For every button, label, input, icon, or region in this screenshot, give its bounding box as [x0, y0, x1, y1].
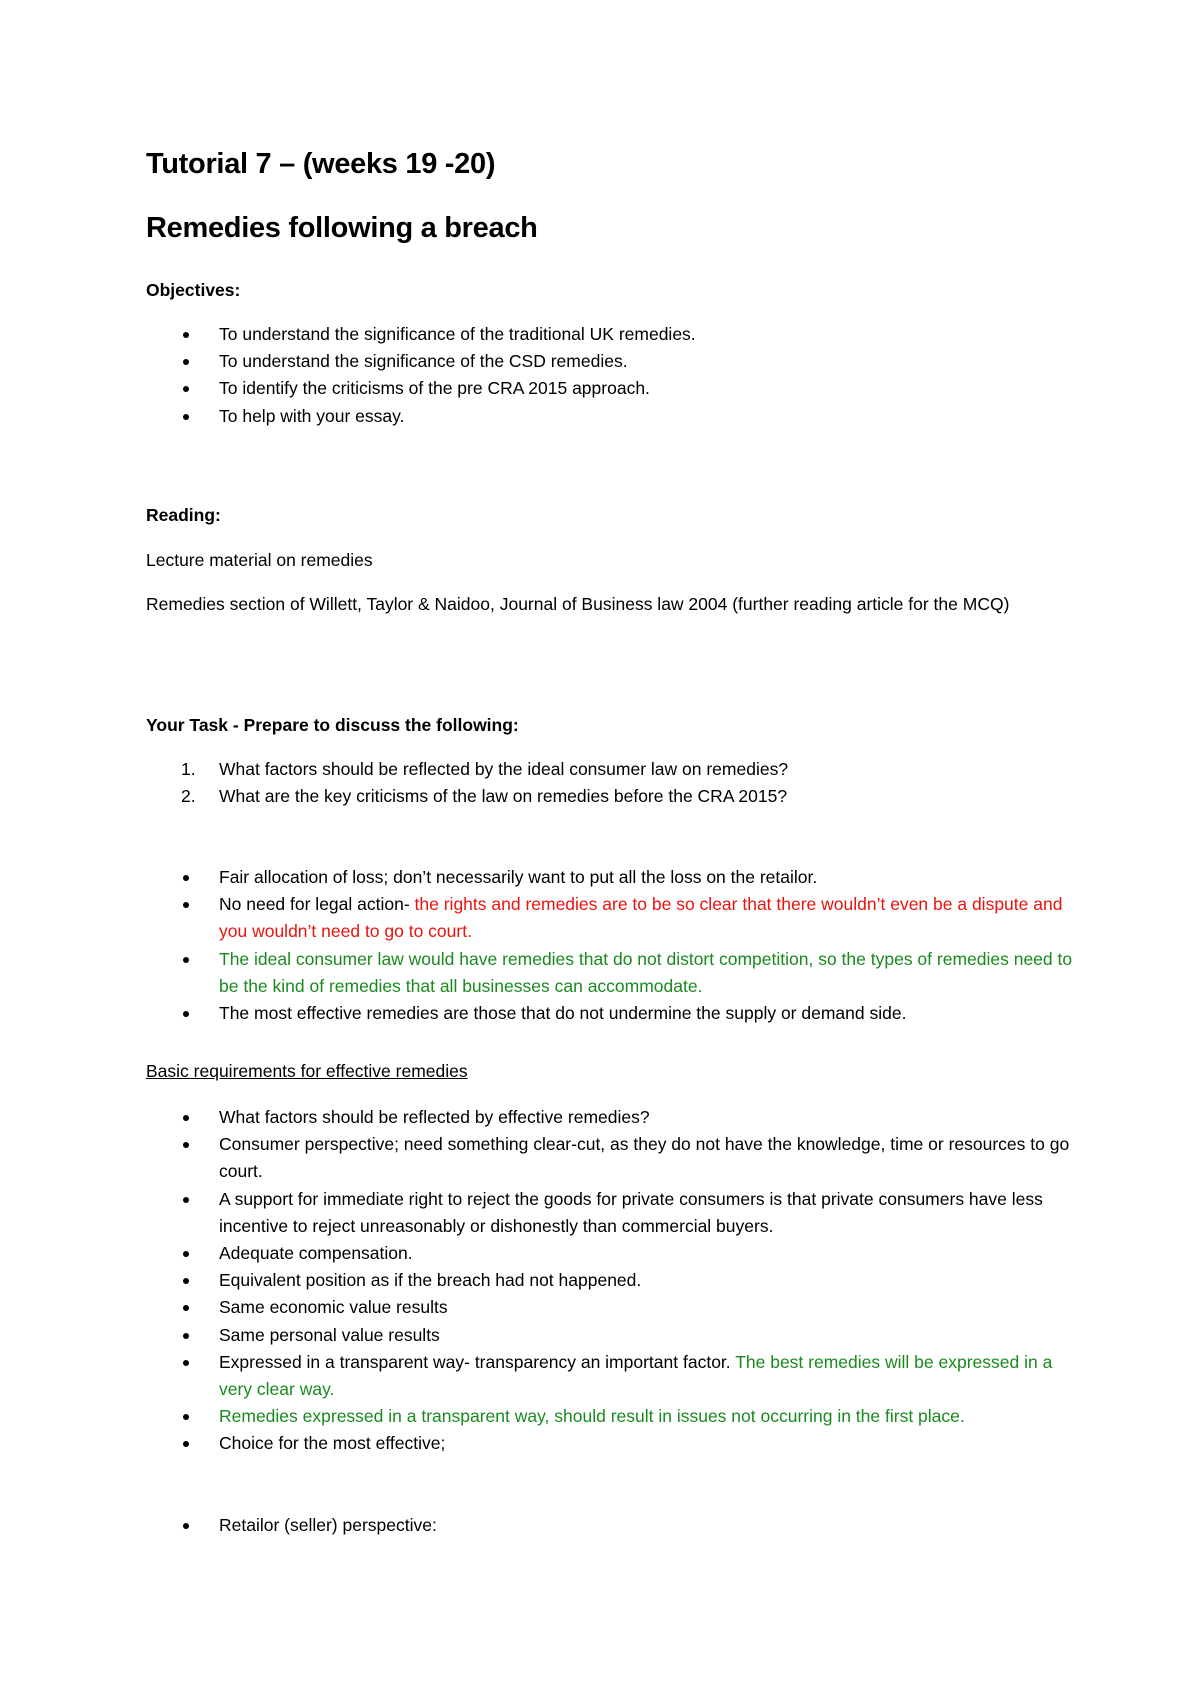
list-item: Adequate compensation. — [146, 1240, 1076, 1267]
bullet-icon — [183, 1251, 189, 1257]
list-item: Equivalent position as if the breach had not happened. — [146, 1267, 1076, 1294]
list-item: The ideal consumer law would have remedies that do not distort competition, so the types of remedies need to be the kind of remedies that all businesses can accommodate. — [146, 946, 1076, 1000]
bullet-icon — [183, 1142, 189, 1148]
bullet-icon — [183, 902, 189, 908]
list-item: Choice for the most effective; — [146, 1430, 1076, 1457]
list-item: 1. What factors should be reflected by the ideal consumer law on remedies? — [181, 759, 789, 779]
basic-requirements-heading: Basic requirements for effective remedies — [146, 1061, 468, 1081]
list-item: To help with your essay. — [146, 403, 1076, 430]
reading-line-1: Lecture material on remedies — [146, 550, 373, 570]
basic-requirements-list — [146, 1104, 1076, 1458]
bullet-icon — [183, 875, 189, 881]
page-title: Tutorial 7 – (weeks 19 -20) — [146, 148, 496, 180]
bullet-icon — [183, 359, 189, 365]
bullet-icon — [183, 957, 189, 963]
retailor-list — [146, 1512, 1076, 1539]
reading-line-2: Remedies section of Willett, Taylor & Naidoo, Journal of Business law 2004 (further reading article for the MCQ) — [146, 594, 1010, 614]
bullet-icon — [183, 414, 189, 420]
list-item: Retailor (seller) perspective: — [146, 1512, 1076, 1539]
bullet-icon — [183, 1278, 189, 1284]
objectives-list — [146, 321, 1076, 430]
list-item: To understand the significance of the CSD remedies. — [146, 348, 1076, 375]
bullet-icon — [183, 1414, 189, 1420]
bullet-icon — [183, 1441, 189, 1447]
bullet-icon — [183, 1523, 189, 1529]
bullet-icon — [183, 1333, 189, 1339]
task-label: Your Task - Prepare to discuss the following: — [146, 715, 519, 735]
list-item: Remedies expressed in a transparent way, should result in issues not occurring in the first place. — [146, 1403, 1076, 1430]
list-item: Consumer perspective; need something clear-cut, as they do not have the knowledge, time or resources to go court. — [146, 1131, 1076, 1185]
questions-list — [146, 756, 1076, 810]
bullet-icon — [183, 332, 189, 338]
bullet-icon — [183, 1197, 189, 1203]
bullet-icon — [183, 1011, 189, 1017]
list-item: To understand the significance of the traditional UK remedies. — [146, 321, 1076, 348]
list-item: The most effective remedies are those that do not undermine the supply or demand side. — [146, 1000, 1076, 1027]
bullet-icon — [183, 386, 189, 392]
reading-label: Reading: — [146, 505, 221, 525]
bullet-icon — [183, 1305, 189, 1311]
list-item: Expressed in a transparent way- transparency an important factor. The best remedies will be expressed in a very clear way. — [146, 1349, 1076, 1403]
objectives-label: Objectives: — [146, 280, 241, 300]
bullet-icon — [183, 1115, 189, 1121]
list-item: A support for immediate right to reject the goods for private consumers is that private consumers have less incentive to reject unreasonably or dishonestly than commercial buyers. — [146, 1186, 1076, 1240]
list-item: Fair allocation of loss; don’t necessarily want to put all the loss on the retailor. — [146, 864, 1076, 891]
list-item: Same personal value results — [146, 1322, 1076, 1349]
list-item: What factors should be reflected by effective remedies? — [146, 1104, 1076, 1131]
page-subtitle: Remedies following a breach — [146, 212, 538, 244]
notes-list — [146, 864, 1076, 1027]
list-item: Same economic value results — [146, 1294, 1076, 1321]
list-item: 2. What are the key criticisms of the law on remedies before the CRA 2015? — [181, 786, 788, 807]
list-item: No need for legal action- the rights and remedies are to be so clear that there wouldn’t even be a dispute and you wouldn’t need to go to court. — [146, 891, 1076, 945]
bullet-icon — [183, 1360, 189, 1366]
list-item: To identify the criticisms of the pre CRA 2015 approach. — [146, 375, 1076, 402]
